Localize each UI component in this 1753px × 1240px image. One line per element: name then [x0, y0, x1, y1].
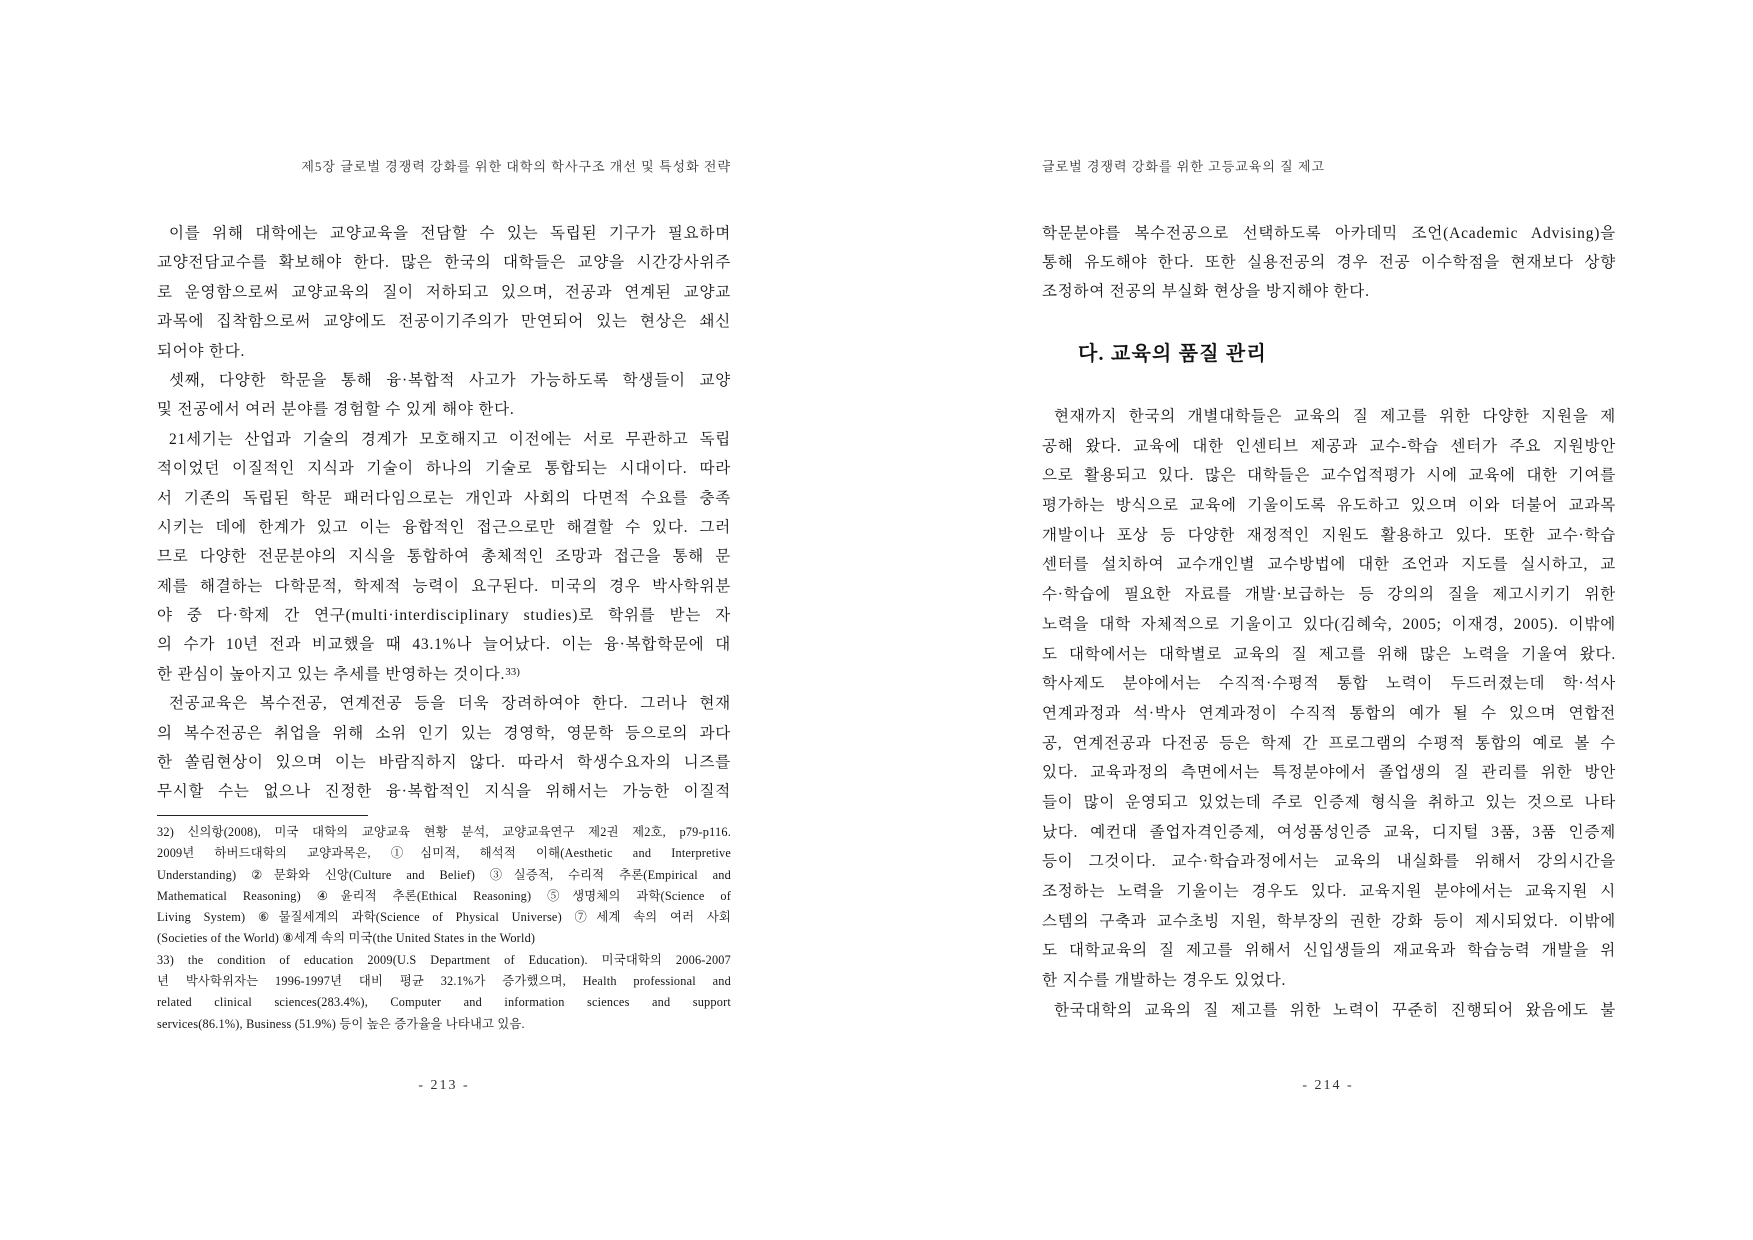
body-line: 등이 그것이다. 교수·학습과정에서는 교육의 내실화를 위해서 강의시간을	[1042, 853, 1616, 871]
paragraph	[157, 425, 731, 690]
body-line: 이를 위해 대학에는 교양교육을 전담할 수 있는 독립된 기구가 필요하며	[169, 225, 731, 242]
body-line: 났다. 예컨대 졸업자격인증제, 여성품성인증 교육, 디지털 3품, 3품 인증제	[1042, 823, 1616, 841]
footnote-line: 2009년 하버드대학의 교양과목은, ①심미적, 해석적 이해(Aesthetic and Interpretive	[157, 846, 731, 861]
body-line: 조정하는 노력을 기울이는 경우도 있다. 교육지원 분야에서는 교육지원 시	[1042, 883, 1616, 900]
section-heading: 다. 교육의 품질 관리	[1078, 343, 1267, 365]
footnote-line: Understanding) ②문화와 신앙(Culture and Belief) ③실증적, 수리적 추론(Empirical and	[157, 867, 731, 882]
body-line: 센터를 설치하여 교수개인별 교수방법에 대한 조언과 지도를 실시하고, 교	[1042, 556, 1616, 574]
running-head: 글로벌 경쟁력 강화를 위한 고등교육의 질 제고	[1042, 159, 1326, 174]
body-line: 로 운영함으로써 교양교육의 질이 저하되고 있으며, 전공과 연계된 교양교	[157, 283, 731, 301]
body-line: 공, 연계전공과 다전공 등은 학제 간 프로그램의 수평적 통합의 예로 볼 수	[1042, 734, 1616, 752]
left-page	[0, 0, 876, 1240]
footnote-rule	[157, 815, 368, 816]
page-number: - 214 -	[1302, 1078, 1354, 1093]
footnote-32	[157, 822, 731, 950]
body-line: 개발이나 포상 등 다양한 재정적인 지원도 활용하고 있다. 또한 교수·학습	[1042, 526, 1616, 544]
body-line: 있다. 교육과정의 측면에서는 특정분야에서 졸업생의 질 관리를 위한 방안	[1042, 764, 1616, 782]
body-line: 되어야 한다.	[157, 342, 246, 360]
body-line: 조정하여 전공의 부실화 현상을 방지해야 한다.	[1042, 283, 1370, 301]
body-line: 들이 많이 운영되고 있었는데 주로 인증제 형식을 취하고 있는 것으로 나타	[1042, 793, 1616, 811]
body-line: 한 지수를 개발하는 경우도 있었다.	[1042, 972, 1287, 990]
body-text	[1042, 402, 1616, 1025]
footnote-line: (Societies of the World) ⑧세계 속의 미국(the United States in the World)	[157, 931, 536, 946]
body-line: 연계과정과 석·박사 연계과정이 수직적 통합의 예가 될 수 있으며 연합전	[1042, 704, 1616, 722]
body-line: 전공교육은 복수전공, 연계전공 등을 더욱 장려하여야 한다. 그러나 현재	[169, 695, 731, 713]
footnote-33	[157, 950, 731, 1035]
body-line: 셋째, 다양한 학문을 통해 융·복합적 사고가 가능하도록 학생들이 교양	[169, 371, 731, 389]
right-page	[876, 0, 1753, 1240]
footnotes	[157, 822, 731, 1035]
body-line: 므로 다양한 전문분야의 지식을 통합하여 총체적인 조망과 접근을 통해 문	[157, 548, 731, 566]
footnote-line: Living System) ⑥물질세계의 과학(Science of Physical Universe) ⑦세계 속의 여러 사회	[157, 910, 731, 925]
body-line: 학문분야를 복수전공으로 선택하도록 아카데믹 조언(Academic Advising)을	[1042, 225, 1616, 242]
body-line: 제를 해결하는 다학문적, 학제적 능력이 요구된다. 미국의 경우 박사학위분	[157, 577, 731, 595]
body-line: 공해 왔다. 교육에 대한 인센티브 제공과 교수-학습 센터가 주요 지원방안	[1042, 437, 1616, 455]
footnote-ref: 33)	[505, 665, 520, 678]
body-line: 도 대학교육의 질 제고를 위해서 신입생들의 재교육과 학습능력 개발을 위	[1042, 942, 1616, 960]
body-line: 과목에 집착함으로써 교양에도 전공이기주의가 만연되어 있는 현상은 쇄신	[157, 313, 731, 331]
paragraph	[157, 689, 731, 807]
body-line: 무시할 수는 없으나 진정한 융·복합적인 지식을 위해서는 가능한 이질적	[157, 783, 731, 801]
body-line: 한국대학의 교육의 질 제고를 위한 노력이 꾸준히 진행되어 왔음에도 불	[1054, 1001, 1616, 1019]
paragraph	[157, 219, 731, 366]
running-head: 제5장 글로벌 경쟁력 강화를 위한 대학의 학사구조 개선 및 특성화 전략	[301, 159, 731, 174]
paragraph	[1042, 402, 1616, 996]
body-line: 교양전담교수를 확보해야 한다. 많은 한국의 대학들은 교양을 시간강사위주	[157, 254, 731, 272]
body-text	[157, 219, 731, 807]
body-line-text: 한 관심이 높아지고 있는 추세를 반영하는 것이다.	[157, 665, 506, 683]
body-line	[157, 660, 731, 689]
footnote-line: Mathematical Reasoning) ④윤리적 추론(Ethical Reasoning) ⑤생명체의 과학(Science of	[157, 888, 731, 903]
page-number: - 213 -	[418, 1078, 470, 1093]
body-line: 노력을 대학 자체적으로 기울이고 있다(김혜숙, 2005; 이재경, 2005). 이밖에	[1042, 615, 1616, 633]
paragraph	[157, 366, 731, 425]
body-line: 한 쏠림현상이 있으며 이는 바람직하지 않다. 따라서 학생수요자의 니즈를	[157, 754, 731, 772]
body-line: 으로 활용되고 있다. 많은 대학들은 교수업적평가 시에 교육에 대한 기여를	[1042, 467, 1616, 485]
body-line: 야 중 다·학제 간 연구(multi·interdisciplinary studies)로 학위를 받는 자	[157, 607, 731, 625]
body-line: 적이었던 이질적인 지식과 기술이 하나의 기술로 통합되는 시대이다. 따라	[157, 460, 731, 478]
body-line: 통해 유도해야 한다. 또한 실용전공의 경우 전공 이수학점을 현재보다 상향	[1042, 254, 1616, 272]
body-line: 수·학습에 필요한 자료를 개발·보급하는 등 강의의 질을 제고시키기 위한	[1042, 586, 1616, 604]
body-line: 서 기존의 독립된 학문 패러다임으로는 개인과 사회의 다면적 수요를 충족	[157, 489, 731, 507]
footnote-line: 33) the condition of education 2009(U.S Department of Education). 미국대학의 2006-2007	[157, 952, 731, 967]
body-line: 시키는 데에 한계가 있고 이는 융합적인 접근으로만 해결할 수 있다. 그러	[157, 518, 731, 536]
body-line: 스템의 구축과 교수초빙 지원, 학부장의 권한 강화 등이 제시되었다. 이밖에	[1042, 912, 1616, 930]
footnote-line: services(86.1%), Business (51.9%) 등이 높은 증가율을 나타내고 있음.	[157, 1016, 525, 1031]
body-line: 평가하는 방식으로 교육에 기울이도록 유도하고 있으며 이와 더불어 교과목	[1042, 497, 1616, 515]
footnote-line: 년 박사학위자는 1996-1997년 대비 평균 32.1%가 증가했으며, Health professional and	[157, 974, 731, 989]
body-line: 학사제도 분야에서는 수직적·수평적 통합 노력이 두드러졌는데 학·석사	[1042, 675, 1616, 693]
continued-paragraph	[1042, 219, 1616, 307]
body-line: 21세기는 산업과 기술의 경계가 모호해지고 이전에는 서로 무관하고 독립	[169, 430, 731, 448]
footnote-line: 32) 신의항(2008), 미국 대학의 교양교육 현황 분석, 교양교육연구 제2권 제2호, p79-p116.	[157, 825, 731, 839]
body-line: 의 복수전공은 취업을 위해 소위 인기 있는 경영학, 영문학 등으로의 과다	[157, 724, 731, 742]
body-line: 현재까지 한국의 개별대학들은 교육의 질 제고를 위한 다양한 지원을 제	[1054, 408, 1616, 425]
paragraph	[1042, 996, 1616, 1026]
body-line: 도 대학에서는 대학별로 교육의 질 제고를 위해 많은 노력을 기울여 왔다.	[1042, 645, 1616, 663]
footnote-line: related clinical sciences(283.4%), Computer and information sciences and support	[157, 995, 731, 1010]
body-line: 및 전공에서 여러 분야를 경험할 수 있게 해야 한다.	[157, 401, 515, 419]
body-line: 의 수가 10년 전과 비교했을 때 43.1%나 늘어났다. 이는 융·복합학문에 대	[157, 636, 731, 654]
